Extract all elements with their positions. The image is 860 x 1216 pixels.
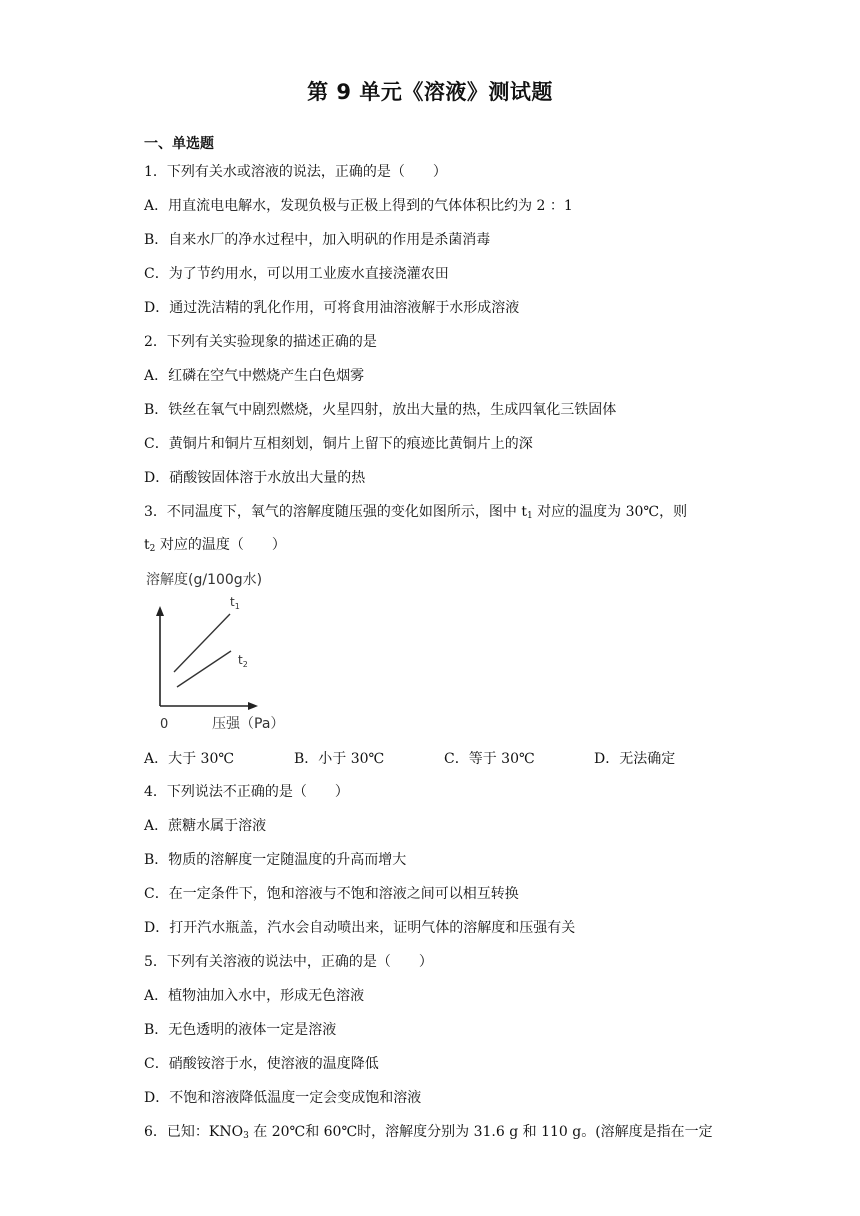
q3-line2-part-b: 对应的温度（ ） [155,537,286,553]
solubility-figure-svg [140,566,290,738]
q5-stem: 5．下列有关溶液的说法中，正确的是（ ） [144,954,433,970]
figure-t1-line [174,614,230,672]
q3-stem-part-a: 3．不同温度下，氧气的溶解度随压强的变化如图所示，图中 t [144,504,527,520]
q1-option-d: D．通过洗洁精的乳化作用，可将食用油溶液解于水形成溶液 [144,300,520,316]
q3-stem [144,502,687,526]
q3-stem-part-b: 对应的温度为 30℃，则 [532,504,688,520]
figure-y-axis-arrow [156,606,164,616]
q4-option-c: C．在一定条件下，饱和溶液与不饱和溶液之间可以相互转换 [144,886,519,902]
q2-option-a: A．红磷在空气中燃烧产生白色烟雾 [144,368,365,384]
q5-option-b: B．无色透明的液体一定是溶液 [144,1022,337,1038]
figure-t2-line [177,651,231,687]
q6-stem-sub: 3 [243,1131,249,1141]
q3-line2-part-a: t [144,537,150,553]
figure-t2-letter: t [238,653,243,667]
figure-t1-letter: t [230,595,235,609]
q4-option-a: A．蔗糖水属于溶液 [144,818,267,834]
q5-option-c: C．硝酸铵溶于水，使溶液的温度降低 [144,1056,379,1072]
q1-option-a: A．用直流电电解水，发现负极与正极上得到的气体体积比约为 2 ：1 [144,198,573,214]
q2-option-d: D．硝酸铵固体溶于水放出大量的热 [144,470,366,486]
solubility-pressure-figure [140,566,290,738]
q3-stem-line2 [144,535,286,559]
q3-option-b: B．小于 30℃ [294,751,385,767]
q4-stem: 4．下列说法不正确的是（ ） [144,784,349,800]
q5-option-a: A．植物油加入水中，形成无色溶液 [144,988,365,1004]
q1-stem: 1．下列有关水或溶液的说法，正确的是（ ） [144,164,447,180]
figure-x-axis-arrow [248,702,258,710]
q1-option-b: B．自来水厂的净水过程中，加入明矾的作用是杀菌消毒 [144,232,491,248]
q2-option-b: B．铁丝在氧气中剧烈燃烧，火星四射，放出大量的热，生成四氧化三铁固体 [144,402,617,418]
figure-origin-label: 0 [160,717,169,732]
q2-option-c: C．黄铜片和铜片互相刻划，铜片上留下的痕迹比黄铜片上的深 [144,436,533,452]
q3-option-c: C．等于 30℃ [444,751,535,767]
q6-stem-part-a: 6．已知：KNO [144,1124,244,1140]
figure-y-label: 溶解度(g/100g水) [146,572,263,588]
figure-t2-sub: 2 [242,660,248,669]
figure-t2-label [238,653,248,669]
q6-stem-part-b: 在 20℃和 60℃时，溶解度分别为 31.6 g 和 110 g。(溶解度是指在一定 [248,1124,713,1140]
q3-option-a: A．大于 30℃ [144,751,235,767]
section-heading: 一、单选题 [144,136,214,152]
q1-option-c: C．为了节约用水，可以用工业废水直接浇灌农田 [144,266,449,282]
q4-option-b: B．物质的溶解度一定随温度的升高而增大 [144,852,407,868]
figure-t1-sub: 1 [234,602,240,611]
figure-t1-label [230,595,240,611]
q4-option-d: D．打开汽水瓶盖，汽水会自动喷出来，证明气体的溶解度和压强有关 [144,920,576,936]
q2-stem: 2．下列有关实验现象的描述正确的是 [144,334,377,350]
q3-stem-sub1: 1 [526,511,533,521]
q3-line2-sub2: 2 [149,544,156,554]
page-title: 第 9 单元《溶液》测试题 [307,80,553,104]
figure-x-label: 压强（Pa） [212,716,285,732]
q5-option-d: D．不饱和溶液降低温度一定会变成饱和溶液 [144,1090,422,1106]
q3-option-d: D．无法确定 [594,751,676,767]
q6-stem [144,1122,713,1146]
